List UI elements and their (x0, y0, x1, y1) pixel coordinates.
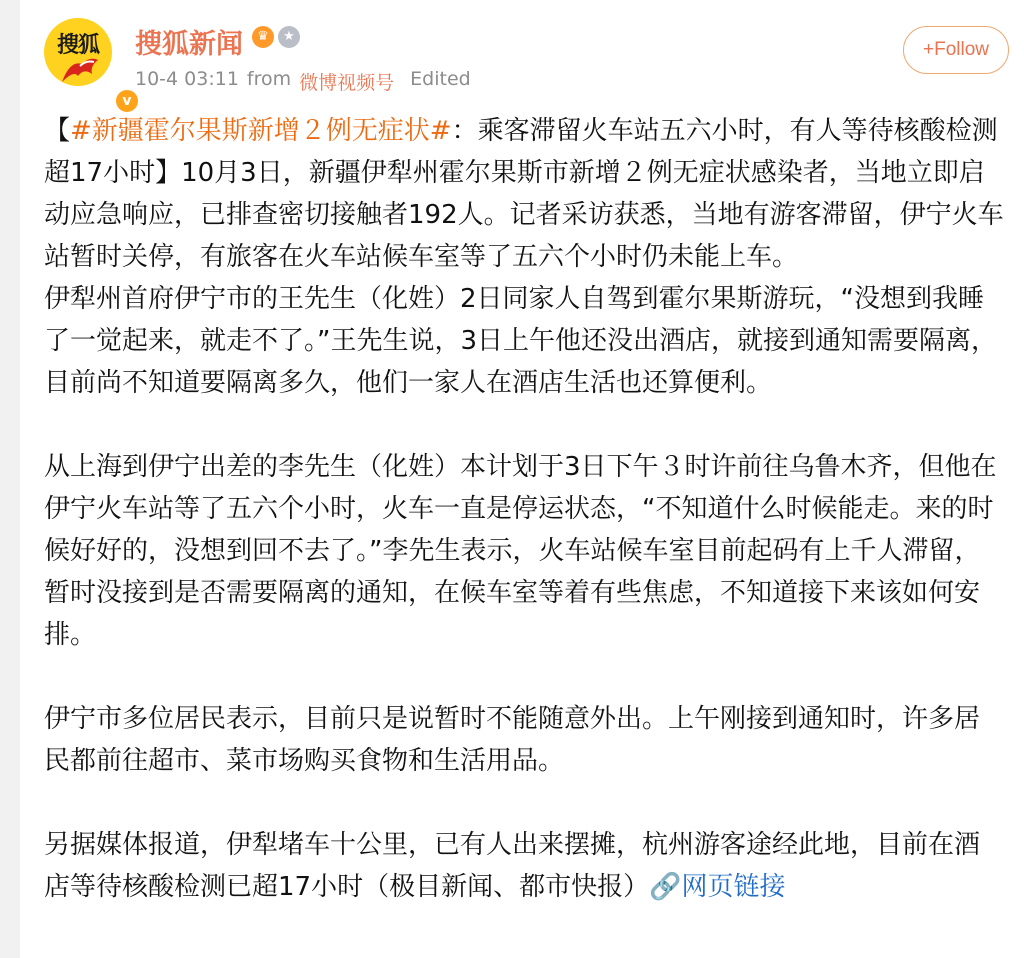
web-link-label: 网页链接 (681, 872, 786, 902)
author-name[interactable]: 搜狐新闻 (135, 29, 243, 60)
source-link[interactable]: 微博视频号 (299, 72, 395, 94)
open-bracket: 【 (44, 116, 71, 146)
crown-badge-icon[interactable]: ♛ (252, 26, 274, 48)
paragraph-3: 从上海到伊宁出差的李先生（化姓）本计划于3日下午３时许前往乌鲁木齐，但他在伊宁火车站等了五六个小时，火车一直是停运状态，“不知道什么时候能走。来的时候好好的，没想到回不去了。”李先生表示，火车站候车室目前起码有上千人滞留，暂时没接到是否需要隔离的通知，在候车室等着有些焦虑，不知道接下来该如何安排。 (44, 452, 997, 650)
paragraph-2: 伊犁州首府伊宁市的王先生（化姓）2日同家人自驾到霍尔果斯游玩，“没想到我睡了一觉起来，就走不了。”王先生说，3日上午他还没出酒店，就接到通知需要隔离，目前尚不知道要隔离多久，他们一家人在酒店生活也还算便利。 (44, 284, 998, 398)
paragraph-1 (44, 110, 1004, 278)
post-body (44, 110, 1004, 908)
weibo-post-card (20, 0, 1024, 958)
verified-icon: v (114, 88, 140, 114)
web-link[interactable] (649, 872, 785, 902)
link-icon: 🔗 (649, 872, 682, 902)
topic-hashtag-link[interactable]: #新疆霍尔果斯新增２例无症状# (70, 116, 452, 146)
from-label: from (246, 68, 292, 90)
paragraph-1-text: 10月3日，新疆伊犁州霍尔果斯市新增２例无症状感染者，当地立即启动应急响应，已排查密切接触者192人。记者采访获悉，当地有游客滞留，伊宁火车站暂时关停，有旅客在火车站候车室等了五六个小时仍未能上车。 (44, 158, 1004, 272)
avatar[interactable] (44, 18, 132, 109)
paragraph-5 (44, 824, 1004, 908)
timestamp[interactable]: 10-4 03:11 (135, 68, 239, 90)
paragraph-4: 伊宁市多位居民表示，目前只是说暂时不能随意外出。上午刚接到通知时，许多居民都前往超市、菜市场购买食物和生活用品。 (44, 704, 981, 776)
edited-label: Edited (410, 68, 471, 90)
post-meta (135, 68, 471, 95)
follow-button[interactable]: +Follow (903, 26, 1009, 74)
medal-badge-icon[interactable]: ★ (278, 26, 300, 48)
avatar-logo-text: 搜狐 (56, 32, 99, 58)
paragraph-5-text: 另据媒体报道，伊犁堵车十公里，已有人出来摆摊，杭州游客途经此地，目前在酒店等待核酸检测已超17小时（极目新闻、都市快报） (44, 830, 981, 902)
headline-text: ：乘客滞留火车站五六小时，有人等待核酸检测超17小时】 (44, 116, 998, 188)
fox-logo-icon (60, 54, 100, 84)
